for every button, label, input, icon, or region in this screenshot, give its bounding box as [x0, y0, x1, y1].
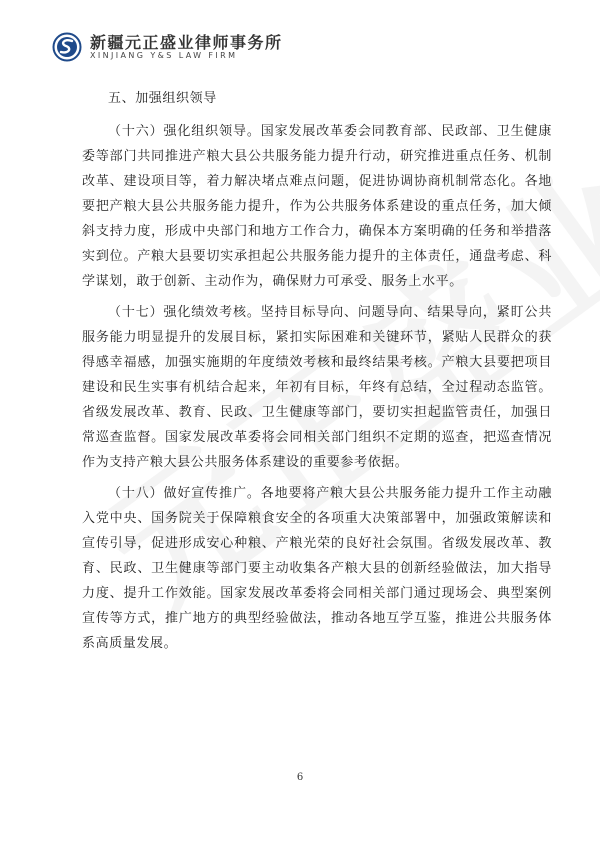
firm-logo-icon [52, 32, 82, 62]
page-header [52, 26, 292, 68]
section-heading: 五、加强组织领导 [108, 91, 217, 106]
paragraph-18: （十八）做好宣传推广。各地要将产粮大县公共服务能力提升工作主动融入党中央、国务院关于保障粮食安全的各项重大决策部署中，加强政策解读和宣传引导，促进形成安心种粮、产粮光荣的良好社会氛围。省级发展改革、教育、民政、卫生健康等部门要主动收集各产粮大县的创新经验做法，加大指导力度、提升工作效能。国家发展改革委将会同相关部门通过现场会、典型案例宣传等方式，推广地方的典型经验做法，推动各地互学互鉴，推进公共服务体系高质量发展。 [82, 486, 552, 651]
paragraph-16: （十六）强化组织领导。国家发展改革委会同教育部、民政部、卫生健康委等部门共同推进产粮大县公共服务能力提升行动，研究推进重点任务、机制改革、建设项目等，着力解决堵点难点问题，促进协调协商机制常态化。各地要把产粮大县公共服务能力提升，作为公共服务体系建设的重点任务，加大倾斜支持力度，形成中央部门和地方工作合力，确保本方案明确的任务和举措落实到位。产粮大县要切实承担起公共服务能力提升的主体责任，通盘考虑、科学谋划，敢于创新、主动作为，确保财力可承受、服务上水平。 [82, 124, 552, 289]
page-number: 6 [296, 772, 304, 783]
firm-name-en: XINJIANG Y&S LAW FIRM [90, 51, 238, 60]
firm-name-cn: 新疆元正盛业律师事务所 [90, 33, 283, 52]
paragraph-17: （十七）强化绩效考核。坚持目标导向、问题导向、结果导向，紧盯公共服务能力明显提升的发展目标，紧扣实际困难和关键环节，紧贴人民群众的获得感幸福感，加强实施期的年度绩效考核和最终结果考核。产粮大县要把项目建设和民生实事有机结合起来，年初有目标，年终有总结，全过程动态监管。省级发展改革、教育、民政、卫生健康等部门，要切实担起监管责任，加强日常巡查监督。国家发展改革委将会同相关部门组织不定期的巡查，把巡查情况作为支持产粮大县公共服务体系建设的重要参考依据。 [82, 305, 552, 470]
document-body [82, 86, 552, 662]
